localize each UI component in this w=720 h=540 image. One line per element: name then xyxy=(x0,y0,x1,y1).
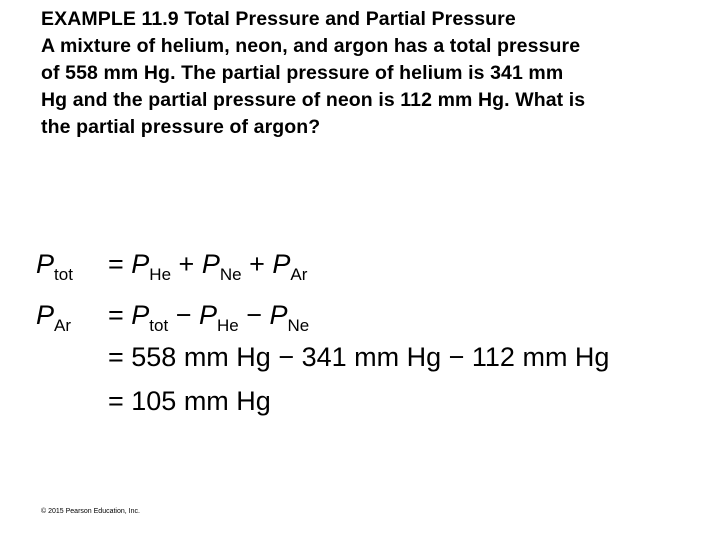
equation-substitution xyxy=(0,337,720,377)
problem-line: A mixture of helium, neon, and argon has a total pressure xyxy=(41,35,581,57)
copyright-notice: © 2015 Pearson Education, Inc. xyxy=(41,508,140,515)
equation-lhs: $P_{Ar}$ xyxy=(36,300,72,335)
equation-rhs: = $P_{tot} - P_{He} - P_{Ne}$ xyxy=(108,300,310,335)
equation-rhs: = $P_{He} + P_{Ne} + P_{Ar}$ xyxy=(108,249,308,284)
example-title: EXAMPLE 11.9 Total Pressure and Partial Pressure xyxy=(41,8,516,30)
equation-argon-pressure xyxy=(0,295,720,335)
equation-rhs: = 558 mm Hg − 341 mm Hg − 112 mm Hg xyxy=(108,342,610,372)
problem-line: of 558 mm Hg. The partial pressure of helium is 341 mm xyxy=(41,62,564,84)
problem-line: the partial pressure of argon? xyxy=(41,116,321,138)
equation-result xyxy=(0,381,720,421)
equation-total-pressure xyxy=(0,244,720,284)
equation-lhs: $P_{tot}$ xyxy=(36,249,73,284)
problem-statement xyxy=(41,6,713,141)
problem-line: Hg and the partial pressure of neon is 112 mm Hg. What is xyxy=(41,89,586,111)
equation-rhs: = 105 mm Hg xyxy=(108,386,271,416)
